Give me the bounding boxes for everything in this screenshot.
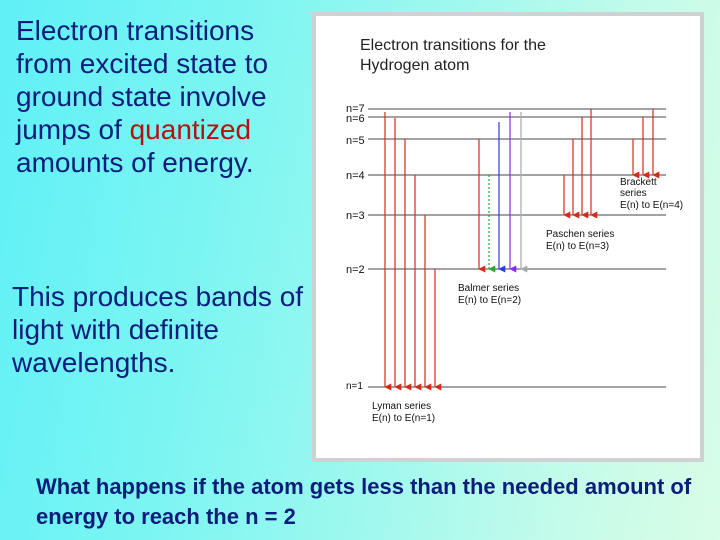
diagram-title-line1: Electron transitions for the (360, 37, 546, 54)
level-label-n3: n=3 (346, 210, 365, 222)
diagram-title-line2: Hydrogen atom (360, 57, 470, 74)
paschen-label-line2: E(n) to E(n=3) (546, 241, 610, 252)
balmer-arrows (479, 112, 521, 269)
level-label-n1: n=1 (346, 381, 363, 392)
diagram-svg (316, 16, 700, 458)
energy-levels (368, 109, 666, 387)
hydrogen-transition-diagram (312, 12, 704, 462)
quantized-highlight: quantized (129, 114, 252, 145)
level-label-n2: n=2 (346, 264, 365, 276)
brackett-label-line2: series (620, 188, 647, 199)
lyman-label-line1: Lyman series (372, 401, 432, 412)
balmer-label-line2: E(n) to E(n=2) (458, 295, 522, 306)
level-label-n5: n=5 (346, 135, 365, 147)
bands-text: This produces bands of light with definite wavelengths. (12, 281, 304, 378)
question-text: What happens if the atom gets less than the needed amount of energy to reach the n = 2 (36, 474, 692, 529)
paschen-label-line1: Paschen series (546, 229, 615, 240)
intro-text-after: amounts of energy. (16, 147, 254, 178)
level-label-n4: n=4 (346, 170, 365, 182)
brackett-label-line3: E(n) to E(n=4) (620, 200, 684, 211)
intro-text (16, 14, 316, 179)
balmer-label-line1: Balmer series (458, 283, 520, 294)
level-label-n6: n=6 (346, 113, 365, 125)
paschen-arrows (564, 109, 591, 215)
level-label-n7: n=7 (346, 103, 365, 115)
brackett-arrows (633, 109, 653, 175)
brackett-label-line1: Brackett (620, 177, 657, 188)
level-labels (346, 103, 365, 392)
intro-text-before: Electron transitions from excited state to ground state involve jumps of (16, 15, 269, 145)
lyman-arrows (385, 112, 435, 387)
lyman-label-line2: E(n) to E(n=1) (372, 413, 436, 424)
